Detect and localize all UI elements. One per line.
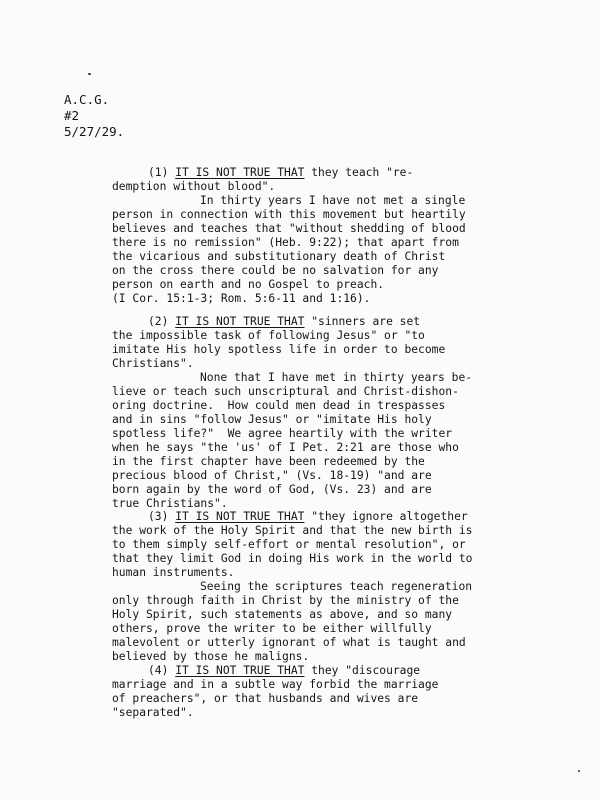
text-line: (3) IT IS NOT TRUE THAT "they ignore altogether (148, 510, 468, 523)
text-line: there is no remission" (Heb. 9:22); that apart from (112, 236, 459, 249)
text-line: and in sins "follow Jesus" or "imitate His holy (112, 413, 432, 426)
underlined-heading-phrase: IT IS NOT TRUE THAT (175, 510, 305, 523)
text-line: marriage and in a subtle way forbid the marriage (112, 678, 439, 691)
header-initials: A.C.G. (64, 92, 110, 107)
text-line: Seeing the scriptures teach regeneration (200, 580, 473, 593)
text-line: precious blood of Christ," (Vs. 18-19) "and are (112, 469, 432, 482)
ink-speck (578, 770, 580, 772)
underlined-heading-phrase: IT IS NOT TRUE THAT (175, 664, 305, 677)
text-line: that they limit God in doing His work in the world to (112, 552, 473, 565)
text-line: born again by the word of God, (Vs. 23) and are (112, 483, 432, 496)
text-line: demption without blood". (112, 180, 276, 193)
text-line: spotless life?" We agree heartily with the writer (112, 427, 453, 440)
text-line: the vicarious and substitutionary death of Christ (112, 250, 446, 263)
text-line: the impossible task of following Jesus" or "to (112, 329, 425, 342)
text-line: imitate His holy spotless life in order to become (112, 343, 446, 356)
text-line: believed by those he maligns. (112, 650, 310, 663)
text-line: In thirty years I have not met a single (200, 194, 466, 207)
text-line: to them simply self-effort or mental resolution", or (112, 538, 466, 551)
text-line: on the cross there could be no salvation for any (112, 264, 439, 277)
text-line: Christians". (112, 357, 194, 370)
text-line: (1) IT IS NOT TRUE THAT they teach "re- (148, 166, 414, 179)
text-line: Holy Spirit, such statements as above, and so many (112, 608, 453, 621)
header-date: 5/27/29. (64, 124, 125, 139)
text-line: lieve or teach such unscriptural and Christ-dishon- (112, 385, 459, 398)
underlined-heading-phrase: IT IS NOT TRUE THAT (175, 315, 305, 328)
underlined-heading-phrase: IT IS NOT TRUE THAT (175, 166, 305, 179)
text-line: (4) IT IS NOT TRUE THAT they "discourage (148, 664, 421, 677)
ink-speck (88, 73, 91, 75)
text-line: believes and teaches that "without shedding of blood (112, 222, 466, 235)
text-line: true Christians". (112, 497, 228, 510)
text-line: person on earth and no Gospel to preach. (112, 278, 385, 291)
text-line: person in connection with this movement but heartily (112, 208, 466, 221)
text-line: of preachers", or that husbands and wives are (112, 692, 419, 705)
text-line: the work of the Holy Spirit and that the new birth is (112, 524, 473, 537)
text-line: human instruments. (112, 566, 235, 579)
header-number: #2 (64, 108, 80, 123)
text-line: in the first chapter have been redeemed by the (112, 455, 425, 468)
text-line: "separated". (112, 706, 194, 719)
text-line: when he says "the 'us' of I Pet. 2:21 are those who (112, 441, 459, 454)
text-line: None that I have met in thirty years be- (200, 371, 473, 384)
text-line: (2) IT IS NOT TRUE THAT "sinners are set (148, 315, 421, 328)
text-line: malevolent or utterly ignorant of what is taught and (112, 636, 466, 649)
document-header (64, 92, 124, 140)
text-line: others, prove the writer to be either willfully (112, 622, 432, 635)
text-line: only through faith in Christ by the ministry of the (112, 594, 459, 607)
text-line: oring doctrine. How could men dead in trespasses (112, 399, 446, 412)
text-line: (I Cor. 15:1-3; Rom. 5:6-11 and 1:16). (112, 292, 371, 305)
